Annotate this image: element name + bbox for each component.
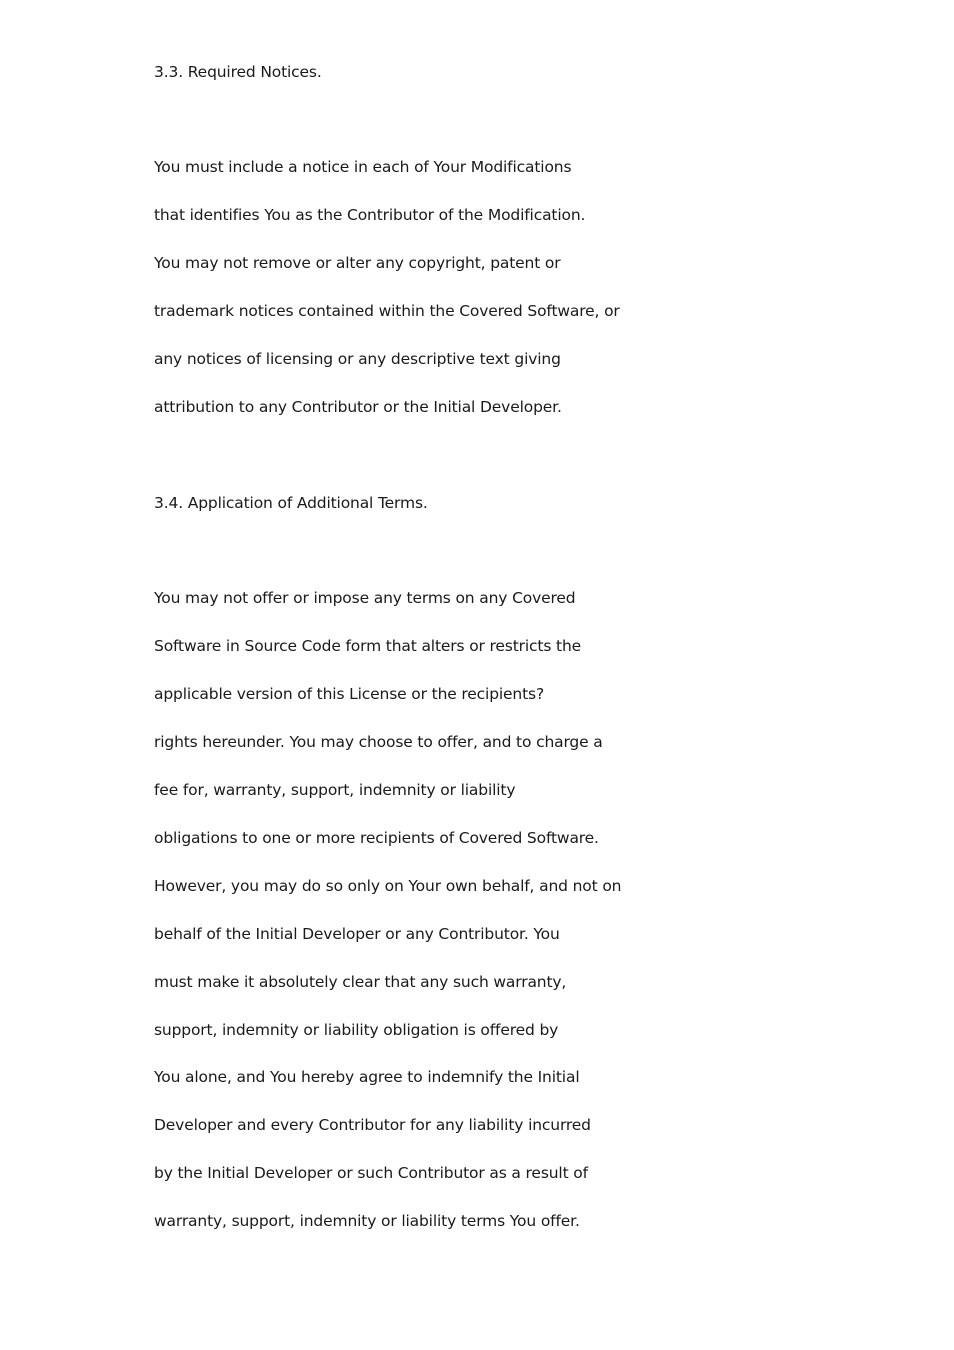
paragraph-line: However, you may do so only on Your own behalf, and not on	[154, 877, 622, 895]
paragraph-line: fee for, warranty, support, indemnity or liability	[154, 781, 516, 799]
paragraph-line: You alone, and You hereby agree to indemnify the Initial	[154, 1068, 580, 1086]
paragraph-line: must make it absolutely clear that any such warranty,	[154, 973, 567, 991]
paragraph-line: warranty, support, indemnity or liability terms You offer.	[154, 1212, 580, 1230]
paragraph-line: support, indemnity or liability obligation is offered by	[154, 1021, 559, 1039]
paragraph-line: obligations to one or more recipients of Covered Software.	[154, 829, 599, 847]
section-heading-3-4: 3.4. Application of Additional Terms.	[154, 494, 428, 512]
section-heading-3-3: 3.3. Required Notices.	[154, 63, 322, 81]
paragraph-line: applicable version of this License or the recipients?	[154, 685, 545, 703]
paragraph-line: You must include a notice in each of Your Modifications	[154, 158, 572, 176]
paragraph-line: by the Initial Developer or such Contributor as a result of	[154, 1164, 588, 1182]
paragraph-line: any notices of licensing or any descriptive text giving	[154, 350, 561, 368]
paragraph-line: attribution to any Contributor or the Initial Developer.	[154, 398, 562, 416]
paragraph-line: Developer and every Contributor for any liability incurred	[154, 1116, 591, 1134]
paragraph-line: Software in Source Code form that alters or restricts the	[154, 637, 582, 655]
paragraph-line: rights hereunder. You may choose to offer, and to charge a	[154, 733, 603, 751]
paragraph-line: You may not remove or alter any copyright, patent or	[154, 254, 561, 272]
paragraph-line: that identifies You as the Contributor of the Modification.	[154, 206, 586, 224]
paragraph-line: behalf of the Initial Developer or any Contributor. You	[154, 925, 560, 943]
paragraph-line: You may not offer or impose any terms on any Covered	[154, 589, 576, 607]
paragraph-line: trademark notices contained within the Covered Software, or	[154, 302, 620, 320]
